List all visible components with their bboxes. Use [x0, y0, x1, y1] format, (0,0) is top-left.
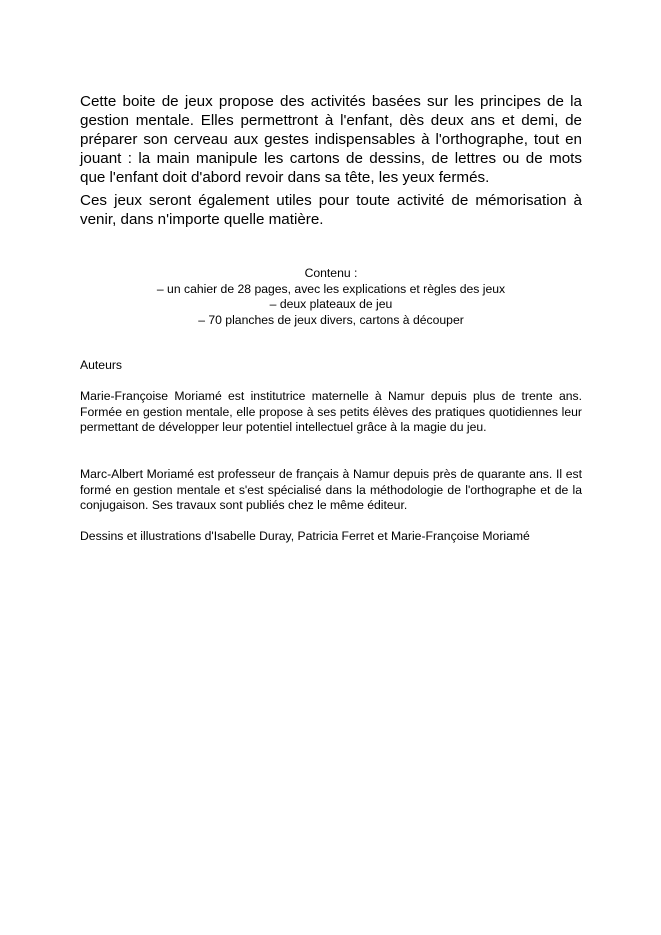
contents-item: – deux plateaux de jeu	[269, 297, 393, 312]
contents-item: – 70 planches de jeux divers, cartons à découper	[198, 312, 464, 327]
authors-heading: Auteurs	[80, 358, 123, 372]
author-bio-1: Marie-Françoise Moriamé est institutrice maternelle à Namur depuis plus de trente ans. Formée en gestion mentale, elle propose à ses petits élèves des pratiques quotidiennes leur permettant de développer leur potentiel intellectuel grâce à la magie du jeu.	[80, 389, 582, 435]
author-bio-2: Marc-Albert Moriamé est professeur de français à Namur depuis près de quarante ans. Il est formé en gestion mentale et s'est spécialisé dans la méthodologie de l'orthographe et de la conjugaison. Ses travaux sont publiés chez le même éditeur.	[80, 467, 582, 513]
illustration-credits: Dessins et illustrations d'Isabelle Duray, Patricia Ferret et Marie-Françoise Moriamé	[80, 529, 530, 543]
intro-paragraph-2: Ces jeux seront également utiles pour toute activité de mémorisation à venir, dans n'importe quelle matière.	[80, 192, 582, 228]
contents-item: – un cahier de 28 pages, avec les explications et règles des jeux	[156, 281, 506, 296]
contents-title: Contenu :	[304, 266, 358, 280]
intro-paragraph-1: Cette boite de jeux propose des activités basées sur les principes de la gestion mentale. Elles permettront à l'enfant, dès deux ans et demi, de préparer son cerveau aux gestes indispensables à l'orthographe, tout en jouant : la main manipule les cartons de dessins, de lettres ou de mots que l'enfant doit d'abord revoir dans sa tête, les yeux fermés.	[80, 93, 582, 186]
contents-block	[80, 266, 582, 328]
